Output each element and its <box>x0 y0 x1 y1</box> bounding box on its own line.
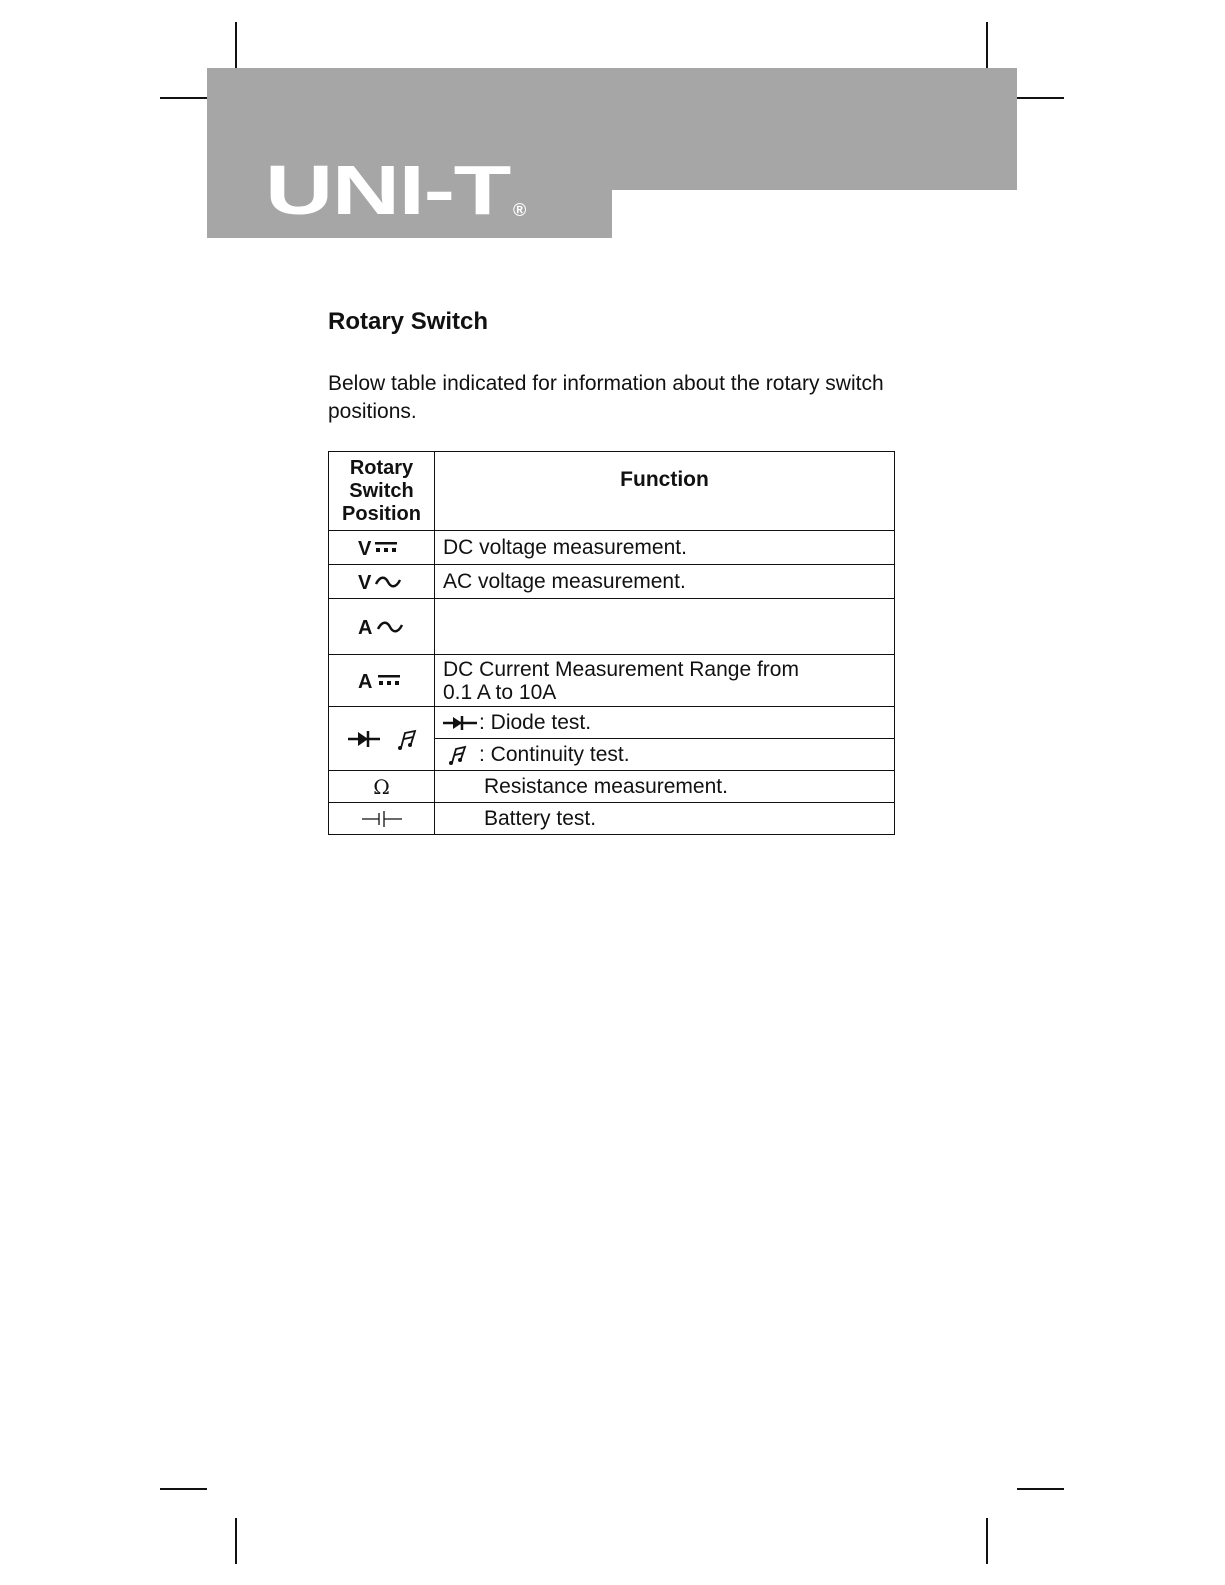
crop-mark <box>160 97 207 99</box>
table-row <box>329 655 895 707</box>
continuity-test-cell: : Continuity test. <box>435 739 895 771</box>
ohm-icon: Ω <box>329 771 435 803</box>
svg-text:A: A <box>357 670 372 692</box>
svg-text:UNI-T: UNI-T <box>265 160 511 220</box>
table-header-row <box>329 452 895 531</box>
crop-mark <box>235 1518 237 1564</box>
crop-mark <box>235 22 237 68</box>
continuity-icon <box>443 744 479 766</box>
table-row <box>329 565 895 599</box>
function-cell: AC voltage measurement. <box>435 565 895 599</box>
section-intro: Below table indicated for information about the rotary switch positions. <box>328 372 884 423</box>
crop-mark <box>1017 97 1064 99</box>
function-cell: Battery test. <box>435 803 895 835</box>
section-title: Rotary Switch <box>328 308 489 335</box>
function-cell: DC voltage measurement. <box>435 531 895 565</box>
svg-text:V: V <box>357 537 371 559</box>
position-header: Rotary Switch Position <box>329 452 435 531</box>
diode-continuity-icon <box>329 707 435 771</box>
function-cell: Resistance measurement. <box>435 771 895 803</box>
svg-text:V: V <box>357 571 371 593</box>
function-cell: DC Current Measurement Range from 0.1 A to 10A <box>435 655 895 707</box>
diode-test-cell: : Diode test. <box>435 707 895 739</box>
crop-mark <box>986 1518 988 1564</box>
diode-icon <box>443 714 479 732</box>
table-row <box>329 771 895 803</box>
function-header: Function <box>435 452 895 531</box>
svg-text:A: A <box>357 616 372 638</box>
function-cell <box>435 599 895 655</box>
crop-mark <box>986 22 988 68</box>
dc-current-icon <box>329 655 435 707</box>
rotary-switch-table <box>328 451 895 835</box>
table-row <box>329 803 895 835</box>
ac-current-icon <box>329 599 435 655</box>
table-row <box>329 531 895 565</box>
ac-voltage-icon <box>329 565 435 599</box>
crop-mark <box>1017 1488 1064 1490</box>
table-row <box>329 599 895 655</box>
battery-icon <box>329 803 435 835</box>
svg-text:®: ® <box>513 200 526 220</box>
table-row <box>329 707 895 739</box>
crop-mark <box>160 1488 207 1490</box>
dc-voltage-icon <box>329 531 435 565</box>
uni-t-logo <box>265 160 535 220</box>
